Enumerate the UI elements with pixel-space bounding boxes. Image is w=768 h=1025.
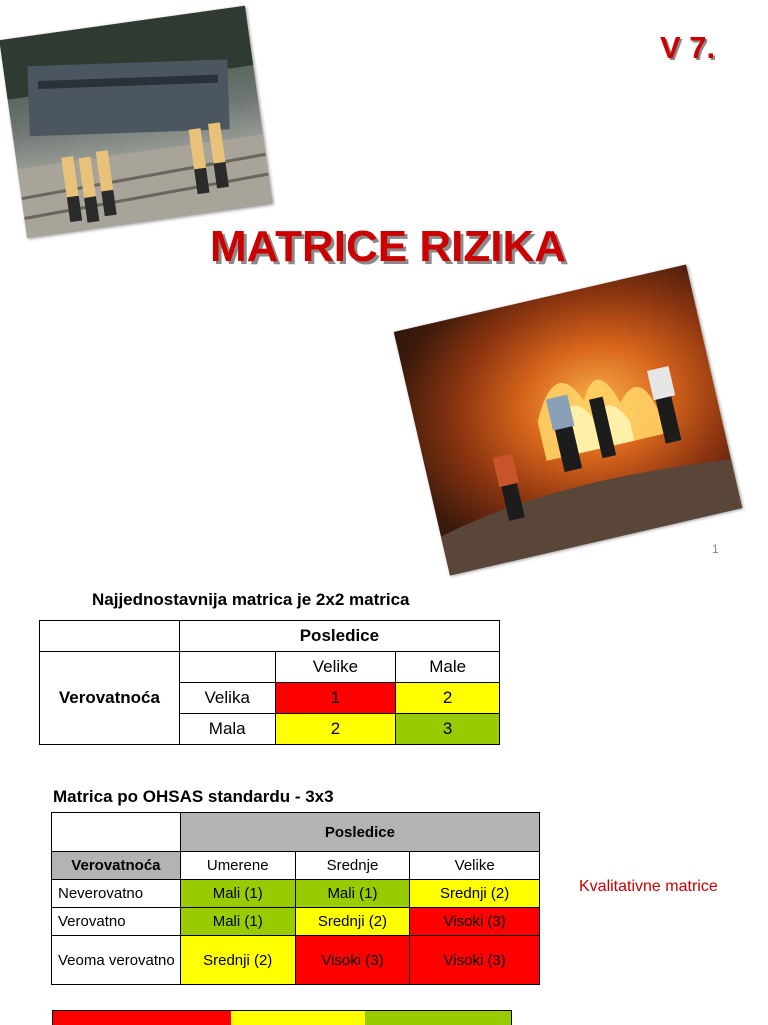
risk-cell: Mali (1)	[180, 880, 295, 908]
train-accident-photo	[0, 6, 273, 239]
risk-color-legend-bar	[52, 1010, 512, 1025]
consequences-header: Posledice	[179, 621, 499, 652]
risk-cell: Srednji (2)	[295, 908, 410, 936]
risk-cell: 1	[275, 683, 396, 714]
legend-low-swatch	[365, 1011, 511, 1025]
risk-cell: Visoki (3)	[410, 908, 540, 936]
risk-cell: Srednji (2)	[410, 880, 540, 908]
consequences-header: Posledice	[180, 813, 539, 852]
row-header: Verovatno	[52, 908, 181, 936]
likelihood-header: Verovatnoća	[52, 852, 181, 880]
empty-cell	[179, 652, 275, 683]
risk-cell: Visoki (3)	[410, 936, 540, 985]
column-header: Umerene	[180, 852, 295, 880]
row-header: Neverovatno	[52, 880, 181, 908]
risk-matrix-2x2	[39, 620, 500, 745]
risk-cell: Mali (1)	[295, 880, 410, 908]
column-header: Male	[396, 652, 500, 683]
qualitative-matrices-note: Kvalitativne matrice	[579, 878, 718, 895]
legend-medium-swatch	[231, 1011, 365, 1025]
risk-cell: Mali (1)	[180, 908, 295, 936]
legend-high-swatch	[53, 1011, 231, 1025]
train-accident-illustration	[0, 6, 273, 239]
risk-cell: Srednji (2)	[180, 936, 295, 985]
risk-cell: 3	[396, 714, 500, 745]
slide-number-label: V 7.	[660, 30, 716, 65]
risk-cell: 2	[396, 683, 500, 714]
risk-cell: Visoki (3)	[295, 936, 410, 985]
likelihood-header: Verovatnoća	[40, 652, 180, 745]
row-header: Veoma verovatno	[52, 936, 181, 985]
matrix-2x2-heading: Najjednostavnija matrica je 2x2 matrica	[92, 590, 410, 609]
column-header: Srednje	[295, 852, 410, 880]
forest-fire-illustration	[394, 264, 743, 575]
column-header: Velike	[275, 652, 396, 683]
empty-corner-cell	[40, 621, 180, 652]
page-number: 1	[712, 542, 719, 556]
risk-cell: 2	[275, 714, 396, 745]
page-title: MATRICE RIZIKA	[209, 222, 567, 271]
matrix-3x3-heading: Matrica po OHSAS standardu - 3x3	[53, 787, 334, 806]
empty-corner-cell	[52, 813, 181, 852]
row-header: Mala	[179, 714, 275, 745]
row-header: Velika	[179, 683, 275, 714]
column-header: Velike	[410, 852, 540, 880]
forest-fire-photo	[394, 264, 743, 575]
risk-matrix-3x3	[51, 812, 540, 985]
